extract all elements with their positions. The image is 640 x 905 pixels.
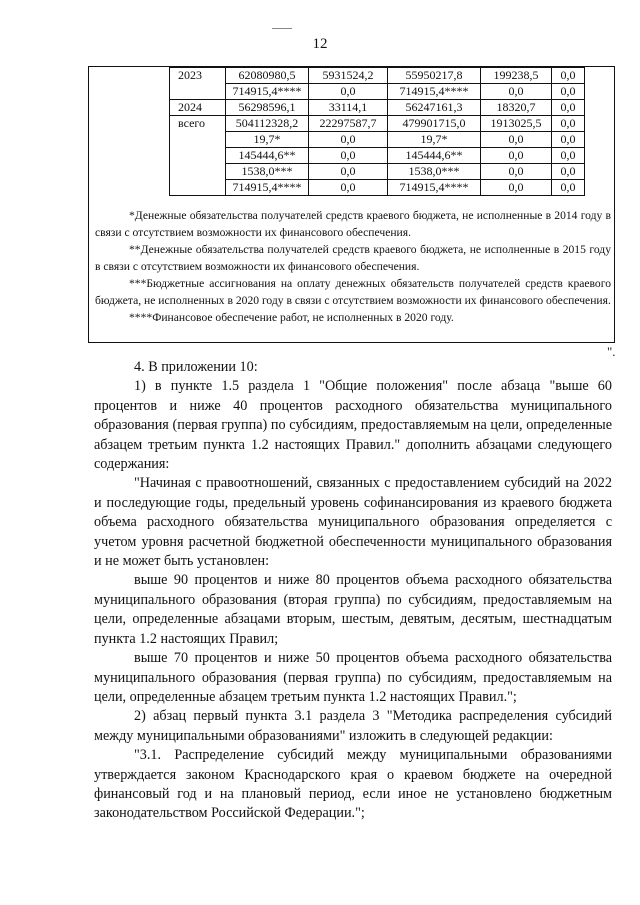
budget-table (88, 66, 615, 343)
table-row (89, 148, 605, 164)
table-cell-year (170, 84, 226, 100)
table-cell: 0,0 (481, 148, 552, 164)
table-cell: 145444,6** (226, 148, 309, 164)
table-cell: 0,0 (309, 148, 388, 164)
top-dash-mark (272, 28, 292, 29)
paragraph-item-4: 4. В приложении 10: (134, 359, 258, 375)
table-cell: 1538,0*** (388, 164, 481, 180)
table-cell: 1538,0*** (226, 164, 309, 180)
paragraph-subitem-1: 1) в пункте 1.5 раздела 1 "Общие положения" после абзаца "выше 60 процентов и ниже 40 процентов расходного обязательства муниципального образования (первая группа) по субсидиям, предоставляемым на цели, определенные абзацем третьим пункта 1.2 настоящих Правил." дополнить абзацами следующего содержания: (94, 378, 612, 473)
table-cell-empty (89, 100, 170, 116)
budget-table-grid (89, 67, 605, 196)
table-cell: 0,0 (481, 132, 552, 148)
table-cell-empty (585, 148, 606, 164)
table-cell-year (170, 180, 226, 196)
footnote-2: **Денежные обязательства получателей средств краевого бюджета, не исполненные в 2015 году в связи с отсутствием возможности их финансового обеспечения. (95, 243, 611, 273)
table-cell-year: 2024 (170, 100, 226, 116)
table-cell-empty (89, 164, 170, 180)
paragraph-subitem-2: 2) абзац первый пункта 3.1 раздела 3 "Методика распределения субсидий между муниципальными образованиями" изложить в следующей редакции: (94, 708, 612, 744)
table-cell-empty (89, 84, 170, 100)
table-cell-year (170, 148, 226, 164)
table-cell: 0,0 (552, 164, 585, 180)
table-cell: 1913025,5 (481, 116, 552, 132)
table-cell: 0,0 (309, 132, 388, 148)
table-cell-empty (89, 132, 170, 148)
table-cell: 0,0 (552, 84, 585, 100)
table-cell-empty (89, 148, 170, 164)
paragraph-group-1: выше 70 процентов и ниже 50 процентов объема расходного обязательства муниципального образования (первая группа) по субсидиям, предоставляемым на цели, определенные абзацем третьим пункта 1.2 настоящих Правил."; (94, 650, 612, 705)
table-cell-empty (89, 180, 170, 196)
table-cell-empty (585, 116, 606, 132)
table-cell: 504112328,2 (226, 116, 309, 132)
table-cell: 479901715,0 (388, 116, 481, 132)
table-cell-empty (585, 84, 606, 100)
table-cell: 714915,4**** (388, 84, 481, 100)
table-cell: 0,0 (552, 132, 585, 148)
table-cell: 22297587,7 (309, 116, 388, 132)
table-cell: 62080980,5 (226, 68, 309, 84)
table-cell-year: 2023 (170, 68, 226, 84)
table-cell-empty (89, 68, 170, 84)
table-cell-empty (585, 164, 606, 180)
table-cell: 33114,1 (309, 100, 388, 116)
table-footnotes (95, 207, 611, 326)
table-cell: 56298596,1 (226, 100, 309, 116)
footnote-3: ***Бюджетные ассигнования на оплату денежных обязательств получателей средств краевого бюджета, не исполненных в 2020 году в связи с отсутствием возможности их финансового обеспечения. (95, 277, 611, 307)
table-cell-empty (89, 116, 170, 132)
paragraph-quoted-intro: "Начиная с правоотношений, связанных с предоставлением субсидий на 2022 и последующие годы, предельный уровень софинансирования из краевого бюджета объема расходного обязательства муниципального образования определяется с учетом уровня расчетной бюджетной обеспеченности муниципального образования и не может быть установлен: (94, 475, 612, 570)
table-cell: 5931524,2 (309, 68, 388, 84)
table-row (89, 100, 605, 116)
table-cell-empty (585, 132, 606, 148)
footnote-4: ****Финансовое обеспечение работ, не исполненных в 2020 году. (129, 311, 454, 324)
table-cell: 18320,7 (481, 100, 552, 116)
table-cell: 56247161,3 (388, 100, 481, 116)
table-cell-empty (585, 180, 606, 196)
closing-quote-mark: ". (607, 344, 616, 359)
table-cell: 0,0 (309, 180, 388, 196)
table-row (89, 116, 605, 132)
table-cell-year (170, 164, 226, 180)
paragraph-clause-3-1: "3.1. Распределение субсидий между муниципальными образованиями утверждается законом Краснодарского края о краевом бюджете на очередной финансовый год и на плановый период, если иное не установлено бюджетным законодательством Российской Федерации."; (94, 747, 612, 822)
table-cell: 0,0 (552, 116, 585, 132)
table-cell: 0,0 (481, 84, 552, 100)
table-cell: 0,0 (309, 164, 388, 180)
paragraph-group-2: выше 90 процентов и ниже 80 процентов объема расходного обязательства муниципального образования (вторая группа) по субсидиям, предоставляемым на цели, определенные абзацами вторым, шестым, девятым, десятым, шестнадцатым пункта 1.2 настоящих Правил; (94, 572, 612, 647)
table-cell: 0,0 (552, 148, 585, 164)
table-row (89, 68, 605, 84)
footnote-1: *Денежные обязательства получателей средств краевого бюджета, не исполненные в 2014 году в связи с отсутствием возможности их финансового обеспечения. (95, 209, 611, 239)
amendment-text (94, 358, 612, 824)
table-cell: 0,0 (552, 180, 585, 196)
table-cell: 55950217,8 (388, 68, 481, 84)
table-cell: 0,0 (552, 68, 585, 84)
table-cell-year (170, 132, 226, 148)
table-row (89, 180, 605, 196)
table-row (89, 164, 605, 180)
table-cell: 19,7* (226, 132, 309, 148)
table-cell: 0,0 (309, 84, 388, 100)
table-cell: 199238,5 (481, 68, 552, 84)
table-row (89, 84, 605, 100)
table-cell: 714915,4**** (388, 180, 481, 196)
table-cell: 0,0 (481, 164, 552, 180)
table-cell-empty (585, 68, 606, 84)
table-cell: 0,0 (481, 180, 552, 196)
table-cell-year: всего (170, 116, 226, 132)
table-row (89, 132, 605, 148)
table-cell: 0,0 (552, 100, 585, 116)
table-cell: 714915,4**** (226, 84, 309, 100)
table-cell-empty (585, 100, 606, 116)
table-cell: 145444,6** (388, 148, 481, 164)
table-cell: 19,7* (388, 132, 481, 148)
table-cell: 714915,4**** (226, 180, 309, 196)
page-number: 12 (312, 36, 328, 52)
